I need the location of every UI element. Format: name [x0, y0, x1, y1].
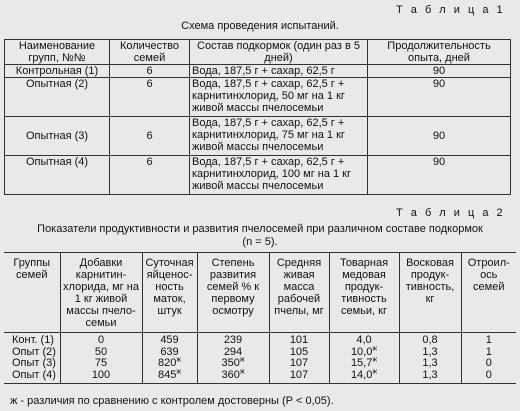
table-cell: 0 [461, 358, 516, 370]
table-cell: Опытная (4) [5, 156, 110, 195]
table-row [5, 78, 511, 117]
table-cell: 294 [197, 347, 269, 359]
table2 [4, 252, 516, 384]
table-cell: $10,0^ж$ [329, 347, 399, 359]
table-cell: 6 [110, 117, 190, 156]
table-cell: 50 [60, 347, 142, 359]
table-cell: 6 [110, 65, 190, 78]
table2-header: Группы семей [4, 253, 60, 333]
table-row [5, 117, 511, 156]
table2-label: Т а б л и ц а 2 [396, 207, 506, 219]
table-cell: 4,0 [329, 333, 399, 347]
table2-header: Суточная яйценос-ность маток, штук [142, 253, 197, 333]
table-cell: $14,0^ж$ [329, 370, 399, 384]
table-cell: 1 [461, 347, 516, 359]
table2-footnote: ж - различия по сравнению с контролем достоверны (Р < 0,05). [10, 395, 334, 407]
table-cell: 1 [461, 333, 516, 347]
table-row [4, 358, 516, 370]
table-row [5, 156, 511, 195]
table-cell: Конт. (1) [12, 334, 54, 346]
table2-header: Товарная медовая продук-тивность семьи, кг [329, 253, 399, 333]
table-cell: Опыт (4) [4, 370, 60, 384]
table2-subtitle: (n = 5). [242, 236, 278, 248]
table-cell: 0,8 [399, 333, 461, 347]
table-cell: Опыт (2) [12, 345, 56, 358]
table-cell: 107 [269, 358, 329, 370]
table-cell: $15,7^ж$ [329, 358, 399, 370]
table-cell: 90 [368, 78, 511, 117]
table-cell: $350^ж$ [197, 358, 269, 370]
table-row [4, 370, 516, 384]
table-cell: 1,3 [399, 347, 461, 359]
table2-header: Средняя живая масса рабочей пчелы, мг [269, 253, 329, 333]
table-cell: Опытная (2) [5, 78, 110, 117]
table-cell: 639 [142, 347, 197, 359]
table-cell: 1,3 [399, 358, 461, 370]
table1-label: Т а б л и ц а 1 [396, 4, 506, 16]
table1 [4, 39, 511, 195]
table2-header: Восковая продук-тивность, кг [399, 253, 461, 333]
table-cell: Опыт (3) [12, 357, 56, 369]
table-cell: Вода, 187,5 г + сахар, 62,5 г [190, 65, 368, 78]
table-cell: 0 [461, 370, 516, 384]
table-cell: 100 [60, 370, 142, 384]
table-cell: 239 [197, 333, 269, 347]
table-cell: $360^ж$ [197, 370, 269, 384]
table2-header: Отроил-ось семей [461, 253, 516, 333]
table-cell: 75 [60, 358, 142, 370]
table1-header: Количество семей [110, 40, 190, 65]
table-cell: 90 [368, 156, 511, 195]
table-cell: 90 [368, 65, 511, 78]
table-cell: 107 [269, 370, 329, 384]
table-cell: Вода, 187,5 г + сахар, 62,5 г + карнитинхлорид, 50 мг на 1 кг живой массы пчелосемьи [190, 78, 368, 117]
table-cell: Опытная (3) [5, 117, 110, 156]
table2-title: Показатели продуктивности и развития пчелосемей при различном составе подкормок [37, 223, 483, 235]
table-cell: 105 [269, 347, 329, 359]
table-row [4, 333, 516, 347]
table-cell: 6 [110, 78, 190, 117]
table2-header: Степень развития семей % к первому осмотру [197, 253, 269, 333]
table2-header: Добавки карнитин-хлорида, мг на 1 кг живой массы пчело-семьи [60, 253, 142, 333]
table2-header-row [4, 253, 516, 333]
table-cell: 6 [110, 156, 190, 195]
table-cell: 0 [60, 333, 142, 347]
table-cell: Контрольная (1) [5, 65, 110, 78]
table-cell: Вода, 187,5 г + сахар, 62,5 г + карнитинхлорид, 75 мг на 1 кг живой массы пчелосемьи [190, 117, 368, 156]
table1-header: Состав подкормок (один раз в 5 дней) [190, 40, 368, 65]
table-cell: 1,3 [399, 370, 461, 384]
table-cell: 101 [269, 333, 329, 347]
table-row [4, 347, 516, 359]
table1-header: Наименование групп, №№ [5, 40, 110, 65]
table-cell: Вода, 187,5 г + сахар, 62,5 г + карнитинхлорид, 100 мг на 1 кг живой массы пчелосемьи [190, 156, 368, 195]
table-row [5, 65, 511, 78]
table1-header-row [5, 40, 511, 65]
table1-title: Схема проведения испытаний. [181, 20, 339, 32]
table-cell: $820^ж$ [142, 358, 197, 370]
table1-header: Продолжительность опыта, дней [368, 40, 511, 65]
table-cell: 459 [142, 333, 197, 347]
table-cell: 90 [368, 117, 511, 156]
table-cell: $845^ж$ [142, 370, 197, 384]
